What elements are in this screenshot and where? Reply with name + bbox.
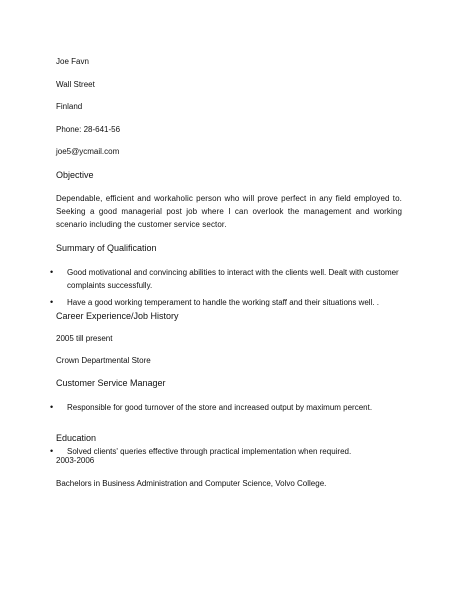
- contact-phone: Phone: 28-641-56: [56, 125, 121, 134]
- education-heading: Education: [56, 433, 97, 443]
- contact-street: Wall Street: [56, 80, 95, 89]
- bullet-marker: •: [50, 297, 54, 307]
- experience-company: Crown Departmental Store: [56, 356, 151, 365]
- bullet-marker: •: [50, 446, 54, 456]
- objective-heading: Objective: [56, 170, 94, 180]
- experience-title: Customer Service Manager: [56, 378, 166, 388]
- education-period: 2003-2006: [56, 456, 95, 465]
- experience-item: Solved clients' queries effective through practical implementation when required.: [67, 447, 352, 456]
- experience-period: 2005 till present: [56, 334, 113, 343]
- education-degree: Bachelors in Business Administration and Computer Science, Volvo College.: [56, 479, 327, 488]
- experience-item: Responsible for good turnover of the store and increased output by maximum percent.: [67, 403, 373, 412]
- qualifications-heading: Summary of Qualification: [56, 243, 157, 253]
- bullet-marker: •: [50, 402, 54, 412]
- bullet-marker: •: [50, 267, 54, 277]
- qualification-item: Good motivational and convincing abilities to interact with the clients well. Dealt with customer complaints successfully.: [67, 268, 399, 290]
- experience-heading: Career Experience/Job History: [56, 311, 179, 321]
- contact-name: Joe Favn: [56, 57, 89, 66]
- contact-country: Finland: [56, 102, 83, 111]
- qualification-item: Have a good working temperament to handle the working staff and their situations well. .: [67, 298, 380, 307]
- contact-email: joe5@ycmail.com: [56, 147, 120, 156]
- objective-text: Dependable, efficient and workaholic person who will prove perfect in any field employed to. Seeking a good managerial post job where I can overlook the management and working scenario including the customer service sector.: [56, 194, 402, 229]
